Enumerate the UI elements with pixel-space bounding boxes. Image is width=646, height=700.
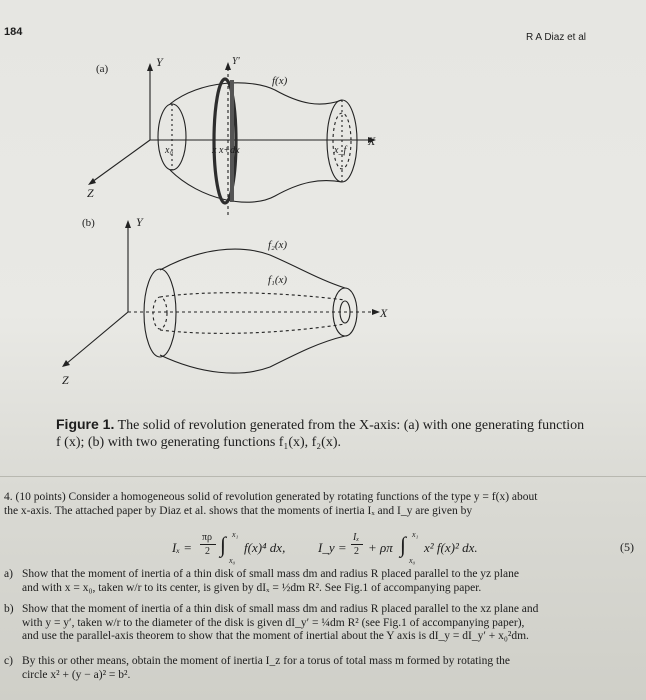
caption-line-1: Figure 1. The solid of revolution generated from the X-axis: (a) with one generating function xyxy=(56,416,585,433)
part-a: a) Show that the moment of inertia of a thin disk of small mass dm and radius R placed parallel to the yz plane and with x = x₀, taken w/r to its center, is given by dIₓ = ½dm R². See Fig.1 of accompanying paper. xyxy=(4,568,519,594)
problem-statement xyxy=(4,490,636,518)
equation-number: (5) xyxy=(620,540,634,554)
a-z-label: Z xyxy=(87,186,94,200)
a-top-profile xyxy=(170,83,342,104)
eq-iy-integral: ∫ xyxy=(400,532,407,557)
part-c: c) By this or other means, obtain the moment of inertia I_z for a torus of total mass m formed by rotating the circle x² + (y − a)² = b². xyxy=(4,655,510,681)
b-inner-bottom xyxy=(160,324,345,333)
section-divider xyxy=(0,476,646,477)
b-left-cap xyxy=(144,269,176,357)
b-z-axis xyxy=(66,312,128,364)
running-head: R A Diaz et al xyxy=(525,32,586,43)
a-x-label: X xyxy=(368,134,376,148)
b-x-label: X xyxy=(380,306,388,320)
problem-line-2: the x-axis. The attached paper by Diaz et al. shows that the moments of inertia Iₓ and I_y are given by xyxy=(4,505,473,517)
part-b-tag: b) xyxy=(4,603,14,615)
eq-iy-lhs: I_y = xyxy=(318,540,347,555)
b-inner-curve-label: f₁(x) xyxy=(268,274,288,286)
eq-ix-lhs: Iₓ = xyxy=(172,540,193,555)
panel-b-label: (b) xyxy=(82,217,95,229)
a-xdx-label: x x+dx xyxy=(212,145,240,156)
page-number: 184 xyxy=(4,26,23,38)
part-a-tag: a) xyxy=(4,568,13,580)
b-y-label: Y xyxy=(136,215,143,229)
panel-a-label: (a) xyxy=(96,63,109,75)
a-y-label: Y xyxy=(156,55,163,69)
b-inner-top xyxy=(160,293,345,300)
eq-ix-coef: πρ xyxy=(202,532,213,543)
equation-5: Iₓ = πρ 2 ∫ x₁ x₀ f(x)⁴ dx, I_y = Iₓ 2 + ρπ ∫ x₁ x₀ x² f(x)² dx. (5) xyxy=(172,530,634,565)
part-c-tag: c) xyxy=(4,655,13,667)
a-xf-label: x_f xyxy=(334,145,347,156)
figure-caption xyxy=(56,416,628,451)
caption-line-2: f (x); (b) with two generating functions f₁(x), f₂(x). xyxy=(56,435,342,450)
a-bottom-profile xyxy=(170,170,342,202)
caption-label: Figure 1. xyxy=(56,416,115,432)
b-outer-top xyxy=(160,249,345,288)
eq-iy-rhs: x² f(x)² dx. xyxy=(424,540,478,555)
eq-ix-rhs: f(x)⁴ dx, xyxy=(244,540,286,555)
eq-ix-integral: ∫ xyxy=(220,532,227,557)
problem-line-1: 4. (10 points) Consider a homogeneous solid of revolution generated by rotating functions of the type y = f(x) about xyxy=(4,491,538,503)
a-curve-label: f(x) xyxy=(272,75,288,87)
a-y-prime-label: Y' xyxy=(232,56,240,67)
a-x0-label: x₀ xyxy=(165,145,173,156)
part-b: b) Show that the moment of inertia of a thin disk of small mass dm and radius R placed parallel to the xz plane and with y = y′, taken w/r to the diameter of the disk is given dI_y′ = ¼dm R² (see Fig.1 of accompanying paper), and use the parallel-axis theorem to show that the moment of inertial about the Y axis is dI_y = dI_y′ + x₀²dm. xyxy=(4,603,539,642)
b-outer-curve-label: f₂(x) xyxy=(268,239,288,251)
a-z-axis xyxy=(92,140,150,182)
b-outer-bottom xyxy=(160,336,345,373)
b-z-label: Z xyxy=(62,373,69,387)
